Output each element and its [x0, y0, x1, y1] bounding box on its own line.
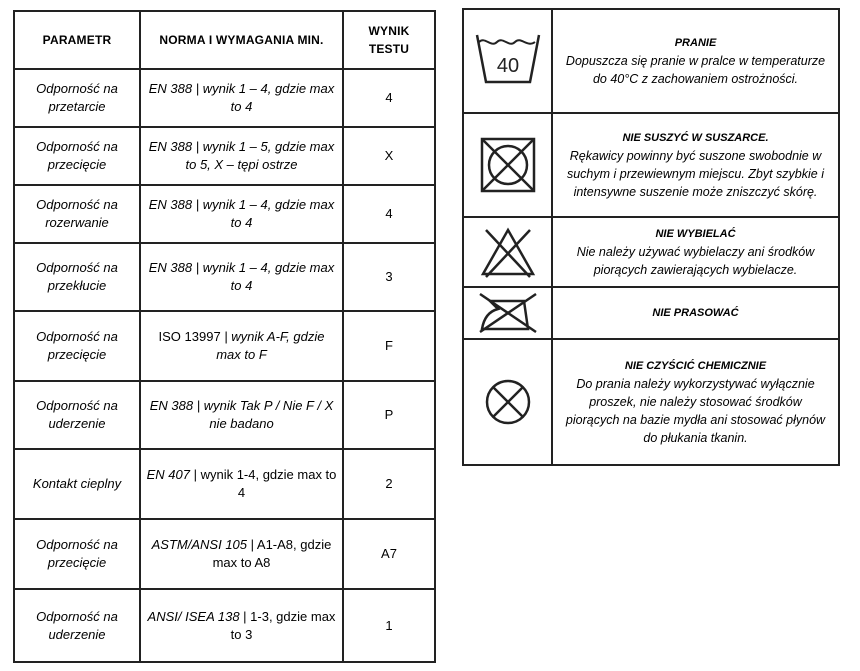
norm-rest: | wynik A-F, gdzie max to F	[216, 329, 325, 362]
norm-cell: EN 388 | wynik Tak P / Nie F / X nie badano	[140, 381, 343, 449]
norm-cell: EN 388 | wynik 1 – 4, gdzie max to 4	[140, 243, 343, 311]
table-row	[14, 69, 435, 127]
no-dry-clean-icon	[480, 374, 536, 430]
norm-code: ASTM/ANSI 105	[151, 537, 248, 552]
no-bleach-icon	[478, 224, 538, 280]
table-row	[14, 243, 435, 311]
param-cell: Odporność na uderzenie	[14, 381, 140, 449]
care-text-cell	[552, 113, 839, 217]
care-text: Dopuszcza się pranie w pralce w temperaturze do 40°C z zachowaniem ostrożności.	[565, 54, 826, 86]
norm-cell	[140, 519, 343, 589]
no-tumble-dry-icon	[477, 134, 539, 196]
no-iron-icon	[476, 291, 540, 335]
care-icon-cell	[463, 113, 552, 217]
norm-cell	[140, 589, 343, 662]
care-title: NIE SUSZYĆ W SUSZARCE.	[622, 132, 769, 144]
table-header-row	[14, 11, 435, 69]
care-title: NIE PRASOWAĆ	[652, 307, 739, 319]
care-text-cell	[552, 9, 839, 113]
care-row-wash	[463, 9, 839, 113]
table-row	[14, 311, 435, 381]
result-cell: 1	[343, 589, 435, 662]
table-row	[14, 381, 435, 449]
norm-code: ANSI/ ISEA 138	[147, 608, 240, 624]
care-text: Rękawicy powinny być suszone swobodnie w suchym i przewiewnym miejscu. Zbyt szybkie i intensywne suszenie może zniszczyć skórę.	[566, 149, 824, 199]
norm-cell: EN 388 | wynik 1 – 4, gdzie max to 4	[140, 69, 343, 127]
header-norma: NORMA I WYMAGANIA MIN.	[140, 11, 343, 69]
norm-code: EN 407	[146, 467, 190, 482]
param-cell: Odporność na przekłucie	[14, 243, 140, 311]
care-icon-cell	[463, 217, 552, 287]
result-cell: X	[343, 127, 435, 185]
header-parametr: PARAMETR	[14, 11, 140, 69]
param-cell: Odporność na rozerwanie	[14, 185, 140, 243]
care-text: Nie należy używać wybielaczy ani środków piorących zawierających wybielacze.	[576, 245, 815, 277]
care-title: NIE CZYŚCIĆ CHEMICZNIE	[624, 360, 767, 372]
norm-cell: EN 388 | wynik 1 – 4, gdzie max to 4	[140, 185, 343, 243]
care-title: NIE WYBIELAĆ	[655, 228, 736, 240]
care-icon-cell	[463, 339, 552, 465]
care-text-cell	[552, 339, 839, 465]
result-cell: A7	[343, 519, 435, 589]
care-row-no-dry-clean	[463, 339, 839, 465]
care-instructions-table	[462, 8, 840, 466]
table-row	[14, 185, 435, 243]
norm-cell: EN 388 | wynik 1 – 5, gdzie max to 5, X – tępi ostrze	[140, 127, 343, 185]
care-row-no-tumble-dry	[463, 113, 839, 217]
care-icon-cell	[463, 287, 552, 339]
norm-code: ISO 13997	[158, 329, 221, 344]
param-cell: Odporność na przecięcie	[14, 127, 140, 185]
param-cell: Odporność na uderzenie	[14, 589, 140, 662]
param-cell: Odporność na przetarcie	[14, 69, 140, 127]
table-row	[14, 589, 435, 662]
result-cell: 4	[343, 69, 435, 127]
care-text-cell	[552, 217, 839, 287]
norm-cell	[140, 449, 343, 519]
result-cell: 2	[343, 449, 435, 519]
table-row	[14, 449, 435, 519]
norm-rest: | wynik 1-4, gdzie max to 4	[189, 467, 337, 500]
norm-rest: | 1-3, gdzie max to 3	[230, 608, 336, 642]
care-text: Do prania należy wykorzystywać wyłącznie proszek, nie należy stosować środków piorących na bazie mydła ani stosować płynów do płukania tkanin.	[565, 377, 826, 445]
care-title: PRANIE	[674, 37, 717, 49]
table-row	[14, 127, 435, 185]
care-text-cell	[552, 287, 839, 339]
wash-40-icon	[473, 32, 543, 90]
header-wynik: WYNIK TESTU	[343, 11, 435, 69]
table-row	[14, 519, 435, 589]
param-cell: Kontakt cieplny	[14, 449, 140, 519]
result-cell: P	[343, 381, 435, 449]
norm-rest: | A1-A8, gdzie max to A8	[212, 537, 332, 570]
norm-cell	[140, 311, 343, 381]
result-cell: F	[343, 311, 435, 381]
care-icon-cell	[463, 9, 552, 113]
parameters-table	[13, 10, 436, 663]
result-cell: 3	[343, 243, 435, 311]
care-row-no-iron	[463, 287, 839, 339]
wash-temp: 40	[496, 55, 519, 77]
param-cell: Odporność na przecięcie	[14, 311, 140, 381]
care-row-no-bleach	[463, 217, 839, 287]
result-cell: 4	[343, 185, 435, 243]
param-cell: Odporność na przecięcie	[14, 519, 140, 589]
